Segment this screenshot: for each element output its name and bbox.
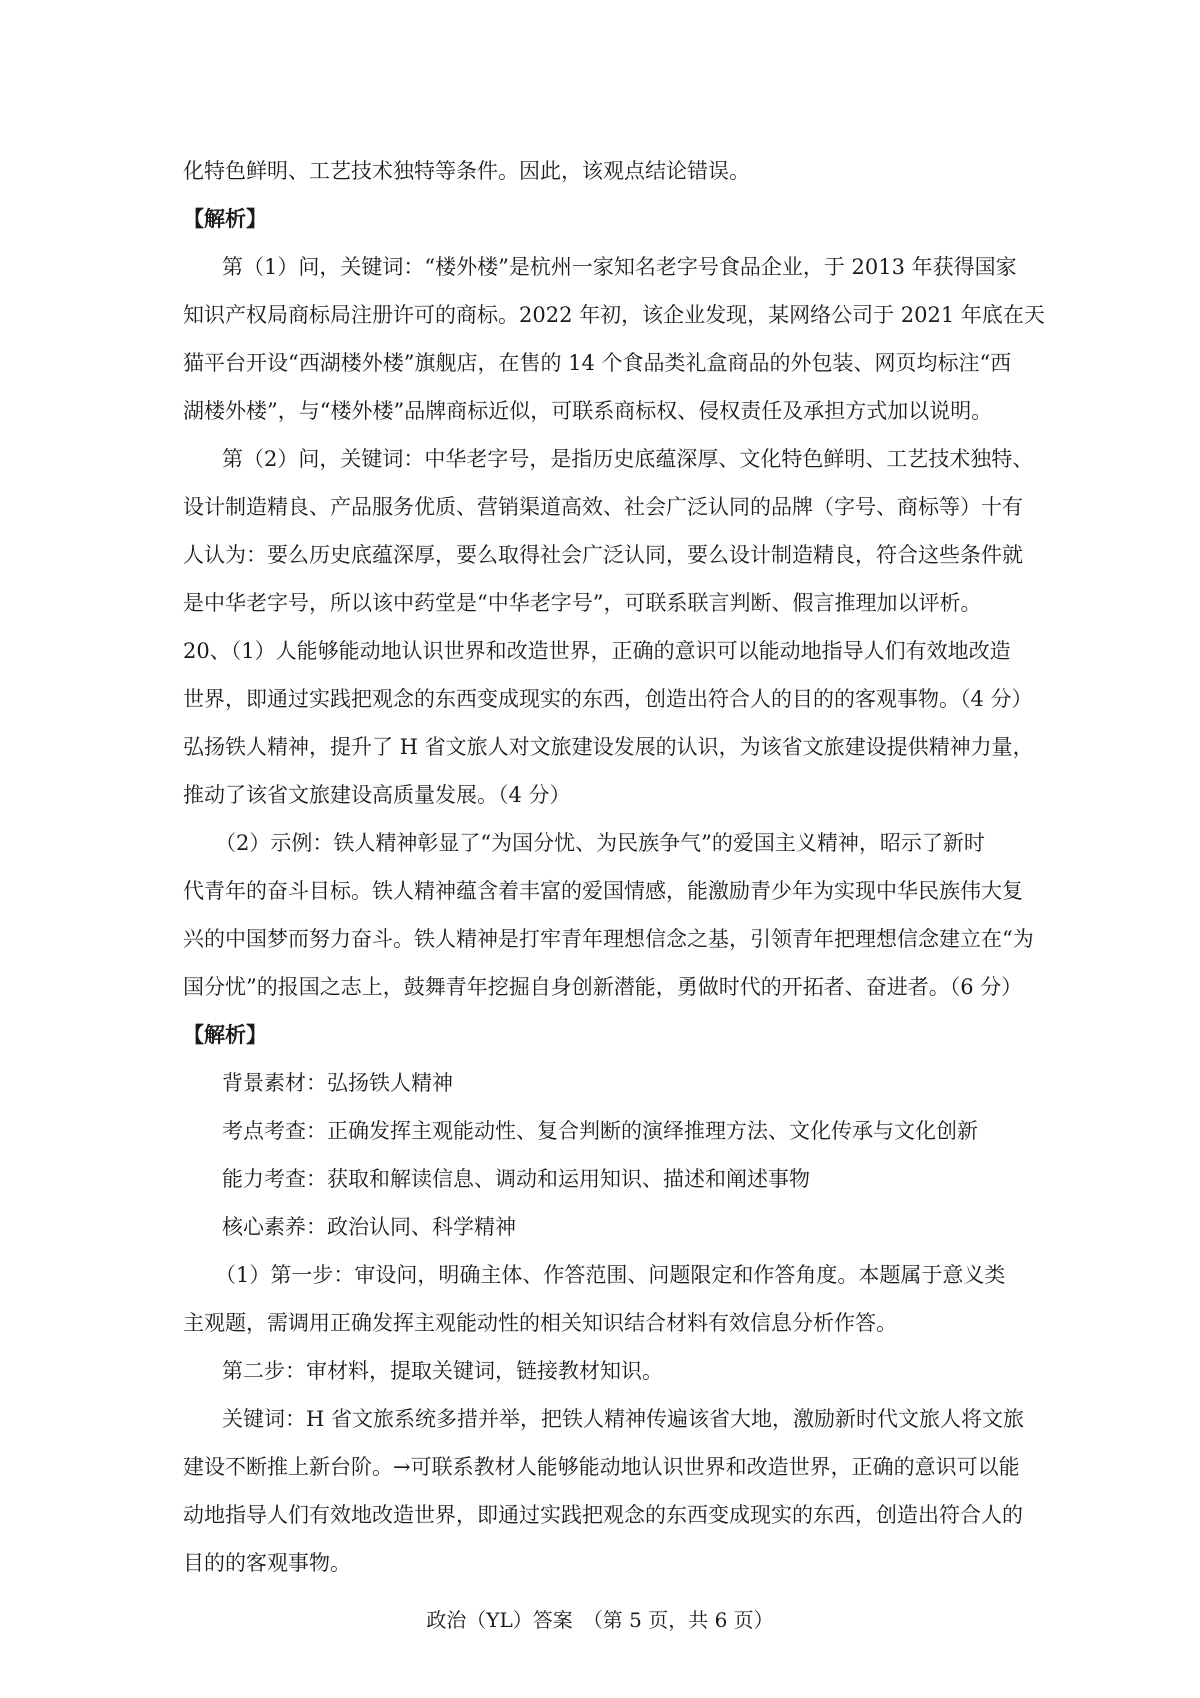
text-line: 第（1）问，关键词：“楼外楼”是杭州一家知名老字号食品企业，于 2013 年获得国家 — [222, 255, 1017, 279]
text-line: 化特色鲜明、工艺技术独特等条件。因此，该观点结论错误。 — [183, 159, 750, 183]
text-line: 知识产权局商标局注册许可的商标。2022 年初，该企业发现，某网络公司于 2021 年底在天 — [183, 303, 1045, 327]
text-line: 核心素养：政治认同、科学精神 — [222, 1215, 516, 1239]
text-line: 目的的客观事物。 — [183, 1551, 351, 1575]
text-line: 是中华老字号，所以该中药堂是“中华老字号”，可联系联言判断、假言推理加以评析。 — [183, 591, 982, 615]
section-heading-analysis: 【解析】 — [183, 1022, 267, 1047]
text-line: 人认为：要么历史底蕴深厚，要么取得社会广泛认同，要么设计制造精良，符合这些条件就 — [183, 543, 1023, 567]
text-line: 建设不断推上新台阶。→可联系教材人能够能动地认识世界和改造世界，正确的意识可以能 — [183, 1455, 1020, 1479]
text-line: 主观题，需调用正确发挥主观能动性的相关知识结合材料有效信息分析作答。 — [183, 1311, 897, 1335]
text-line: 第（2）问，关键词：中华老字号，是指历史底蕴深厚、文化特色鲜明、工艺技术独特、 — [222, 447, 1034, 471]
text-line: 湖楼外楼”，与“楼外楼”品牌商标近似，可联系商标权、侵权责任及承担方式加以说明。 — [183, 399, 993, 423]
text-line: 代青年的奋斗目标。铁人精神蕴含着丰富的爱国情感，能激励青少年为实现中华民族伟大复 — [183, 879, 1023, 903]
text-line: 兴的中国梦而努力奋斗。铁人精神是打牢青年理想信念之基，引领青年把理想信念建立在“为 — [183, 927, 1034, 951]
text-line: 动地指导人们有效地改造世界，即通过实践把观念的东西变成现实的东西，创造出符合人的 — [183, 1503, 1023, 1527]
text-line: 考点考查：正确发挥主观能动性、复合判断的演绎推理方法、文化传承与文化创新 — [222, 1119, 978, 1143]
text-line: （1）第一步：审设问，明确主体、作答范围、问题限定和作答角度。本题属于意义类 — [215, 1263, 1006, 1287]
text-line: 猫平台开设“西湖楼外楼”旗舰店，在售的 14 个食品类礼盒商品的外包装、网页均标注“西 — [183, 351, 1012, 375]
text-line: 背景素材：弘扬铁人精神 — [222, 1071, 453, 1095]
text-line: 第二步：审材料，提取关键词，链接教材知识。 — [222, 1359, 663, 1383]
text-line: 世界，即通过实践把观念的东西变成现实的东西，创造出符合人的目的的客观事物。（4 分） — [183, 687, 1033, 711]
section-heading-analysis: 【解析】 — [183, 206, 267, 231]
text-line: 国分忧”的报国之志上，鼓舞青年挖掘自身创新潜能，勇做时代的开拓者、奋进者。（6 分） — [183, 975, 1023, 999]
text-line: 设计制造精良、产品服务优质、营销渠道高效、社会广泛认同的品牌（字号、商标等）十有 — [183, 495, 1023, 519]
page-footer: 政治（YL）答案 （第 5 页，共 6 页） — [426, 1608, 774, 1632]
text-line: 关键词：H 省文旅系统多措并举，把铁人精神传遍该省大地，激励新时代文旅人将文旅 — [222, 1407, 1024, 1431]
text-line: 弘扬铁人精神，提升了 H 省文旅人对文旅建设发展的认识，为该省文旅建设提供精神力量， — [183, 735, 1034, 759]
text-line: 推动了该省文旅建设高质量发展。（4 分） — [183, 783, 571, 807]
text-line: 20、（1）人能够能动地认识世界和改造世界，正确的意识可以能动地指导人们有效地改造 — [183, 639, 1011, 663]
text-line: 能力考查：获取和解读信息、调动和运用知识、描述和阐述事物 — [222, 1167, 810, 1191]
text-line: （2）示例：铁人精神彰显了“为国分忧、为民族争气”的爱国主义精神，昭示了新时 — [215, 831, 985, 855]
